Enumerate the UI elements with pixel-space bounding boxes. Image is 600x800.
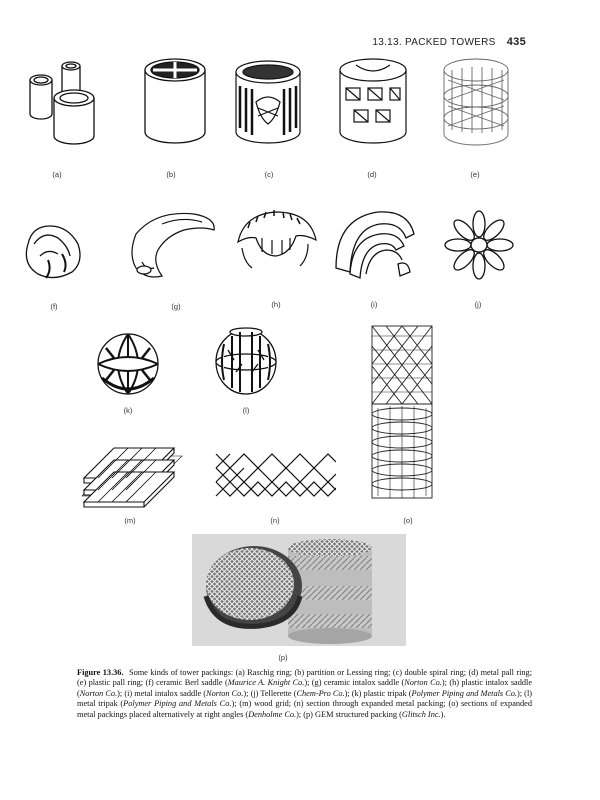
plastic-intalox-saddle-icon <box>232 208 320 280</box>
tellerette-icon <box>440 208 518 282</box>
caption-text-segment: ); (p) GEM structured packing ( <box>296 709 402 719</box>
caption-company-name: Denholme Co. <box>248 709 297 719</box>
caption-text-segment: ); (k) plastic tripak ( <box>344 688 412 698</box>
panel-label-g: (g) <box>171 302 181 311</box>
caption-text-segment: ). <box>440 709 446 719</box>
panel-label-a: (a) <box>52 170 62 179</box>
panel-label-h: (h) <box>271 300 281 309</box>
plastic-pall-ring-icon <box>438 56 514 152</box>
caption-company-name: Glitsch Inc. <box>401 709 441 719</box>
running-header <box>372 36 526 48</box>
raschig-ring-icon <box>26 56 106 148</box>
page-number: 435 <box>506 36 526 48</box>
caption-text-segment: ); (l) metal tripak ( <box>77 688 533 709</box>
expanded-metal-packing-icon <box>368 322 436 502</box>
gem-structured-packing-photo <box>192 534 406 646</box>
caption-company-name: Maurice A. Knight Co. <box>227 678 305 688</box>
section-title: 13.13. PACKED TOWERS <box>372 37 496 48</box>
ceramic-intalox-saddle-icon <box>122 204 220 286</box>
caption-company-name: Chem-Pro Co. <box>296 688 345 698</box>
caption-text-segment: ); (m) wood grid; (n) section through expanded metal packing; (o) sections of expanded metal packings placed alternatively at right angles ( <box>77 699 533 719</box>
caption-company-name: Polymer Piping and Metals Co. <box>123 699 232 709</box>
double-spiral-ring-icon <box>228 56 308 152</box>
wood-grid-icon <box>76 440 186 512</box>
panel-label-j: (j) <box>474 300 482 309</box>
panel-label-b: (b) <box>166 170 176 179</box>
panel-label-n: (n) <box>270 516 280 525</box>
panel-label-l: (l) <box>242 406 250 415</box>
caption-body <box>77 668 532 719</box>
panel-label-e: (e) <box>470 170 480 179</box>
caption-text-segment: ); (g) ceramic intalox saddle ( <box>304 678 405 688</box>
plastic-tripak-icon <box>92 328 164 400</box>
caption-text-segment: ); (i) metal intalox saddle ( <box>117 688 207 698</box>
panel-label-f: (f) <box>50 302 58 311</box>
panel-label-k: (k) <box>123 406 133 415</box>
caption-text-segment: Some kinds of tower packings: (a) Raschig ring; (b) partition or Lessing ring; (c) double spiral ring; (d) metal pall ring; (e) plastic pall ring; (f) ceramic Berl saddle ( <box>77 668 532 688</box>
expanded-metal-section-icon <box>212 448 336 504</box>
panel-label-c: (c) <box>264 170 274 179</box>
panel-label-o: (o) <box>403 516 413 525</box>
panel-label-m: (m) <box>124 516 136 525</box>
caption-company-name: Norton Co. <box>206 688 244 698</box>
berl-saddle-icon <box>18 214 88 286</box>
metal-pall-ring-icon <box>334 56 412 148</box>
metal-tripak-icon <box>212 322 280 398</box>
panel-label-d: (d) <box>367 170 377 179</box>
caption-text-segment: ); (j) Tellerette ( <box>243 688 297 698</box>
panel-label-i: (i) <box>370 300 378 309</box>
caption-company-name: Norton Co. <box>79 688 118 698</box>
panel-label-p: (p) <box>278 653 288 662</box>
figure-caption <box>77 668 532 720</box>
metal-intalox-saddle-icon <box>328 204 418 286</box>
caption-company-name: Polymer Piping and Metals Co. <box>411 688 517 698</box>
figure-number: Figure 13.36. <box>77 668 124 677</box>
caption-company-name: Norton Co. <box>404 678 442 688</box>
lessing-ring-icon <box>140 56 210 148</box>
caption-text-segment: ); (h) plastic intalox saddle ( <box>77 678 533 698</box>
